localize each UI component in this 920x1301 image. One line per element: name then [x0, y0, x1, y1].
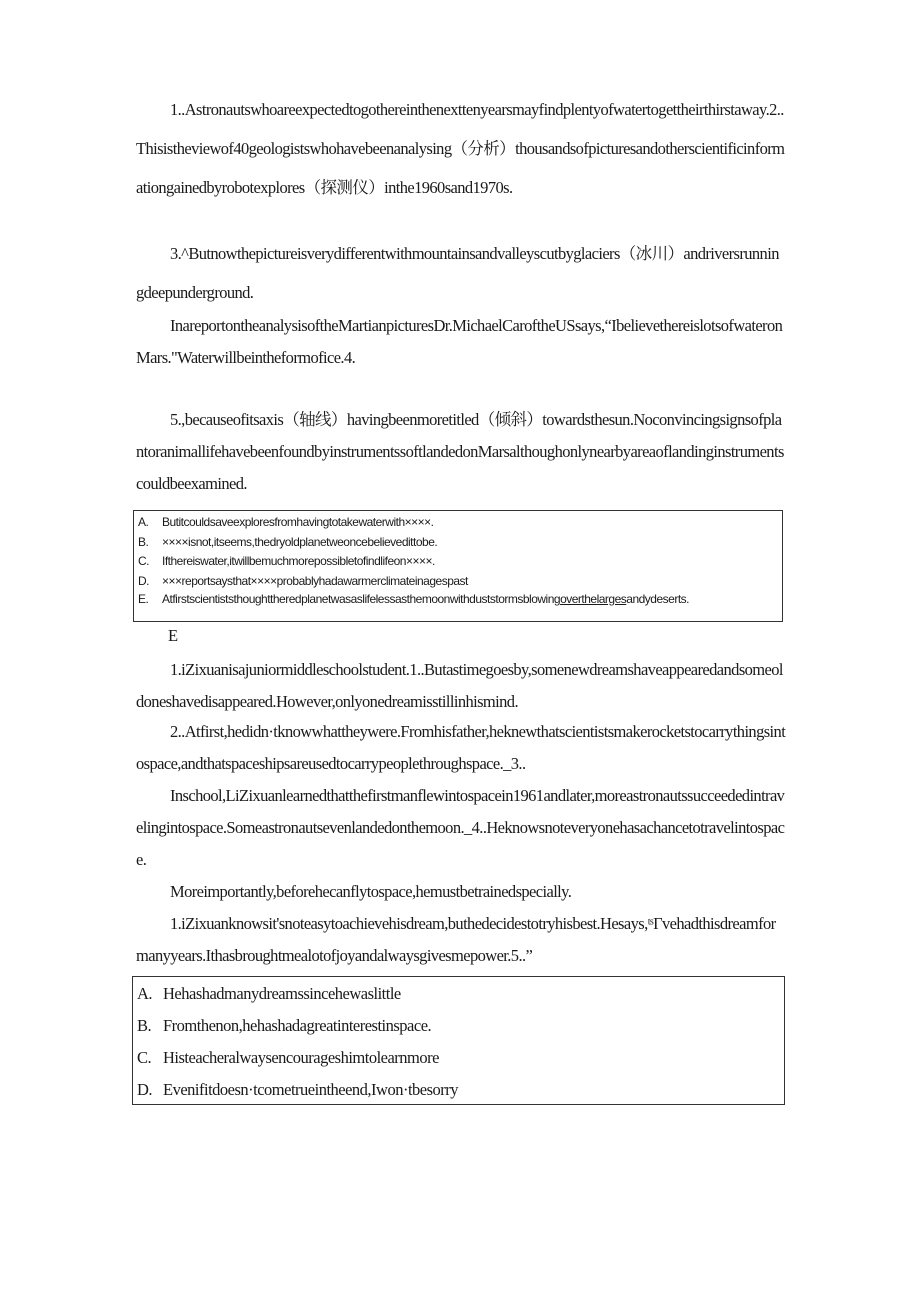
option-label: C.	[138, 554, 149, 568]
option-a	[138, 513, 778, 533]
option-d	[138, 572, 778, 592]
option-label: B.	[138, 534, 149, 549]
option-b	[138, 533, 778, 553]
option-text: Evenifitdoesn·tcometrueintheend,Iwon·tbesorry	[163, 1080, 459, 1099]
passage1-paragraph-1: 1..Astronautswhoareexpectedtogothereinthenexttenyearsmayfindplentyofwatertogettheirthirstaway.2..Thisistheviewof40geologistswhohavebeenanalysing（分析）thousandsofpicturesandotherscientificinformationgainedbyrobotexplores（探测仪）inthe1960sand1970s.	[136, 100, 785, 197]
passage2-paragraph-3: Inschool,LiZixuanlearnedthatthefirstmanflewintospacein1961andlater,moreastronautssucceededintravelingintospace.Someastronautsevenlandedonthemoon._4..Heknowsnoteveryonehasachancetotravelintospace.	[136, 786, 785, 869]
option-label: B.	[137, 1016, 152, 1035]
option-text: ××××isnot,itseems,thedryoldplanetweoncebelievedittobe.	[162, 534, 438, 549]
passage2-paragraph-4: Moreimportantly,beforehecanflytospace,hemustbetrainedspecially.	[170, 882, 572, 901]
section-label: E	[168, 626, 179, 645]
passage1-paragraph-2: 3.^Butnowthepictureisverydifferentwithmountainsandvalleyscutbyglaciers（冰川）andriversrunningdeepunderground.	[136, 244, 779, 302]
option-text: Butitcouldsaveexploresfromhavingtotakewaterwith××××.	[162, 515, 434, 529]
option-label: E.	[138, 592, 149, 606]
passage1-paragraph-4: 5.,becauseofitsaxis（轴线）havingbeenmoretitled（倾斜）towardsthesun.NoconvincingsignsofplantoranimallifehavebeenfoundbyinstrumentssoftlandedonMarsalthoughonlynearbyareaoflandinginstrumentscouldbeexamined.	[136, 410, 784, 493]
options-box-1	[133, 510, 783, 622]
option-text: Histeacheralwaysencourageshimtolearnmore	[163, 1048, 439, 1067]
option-e	[138, 591, 778, 608]
option-c	[138, 552, 778, 572]
passage2-paragraph-5: 1.iZixuanknowsit'snoteasytoachievehisdream,buthedecidestotryhisbest.Hesays,ᵗˢΓvehadthisdreamformanyyears.Ithasbroughtmealotofjoyandalwaysgivesmepower.5..”	[136, 914, 776, 965]
option-text: Hehashadmanydreamssincehewaslittle	[163, 984, 401, 1003]
option-text: ×××reportsaysthat××××probablyhadawarmerclimateinagespast	[162, 573, 468, 588]
option-label: A.	[138, 515, 149, 529]
option-label: D.	[138, 573, 149, 588]
option-text: Fromthenon,hehashadagreatinterestinspace.	[163, 1016, 432, 1035]
option-b	[137, 1010, 784, 1042]
passage1-paragraph-3: InareportontheanalysisoftheMartianpicturesDr.MichaelCaroftheUSsays,“IbelievethereislotsofwateronMars."Waterwillbeintheformofice.4.	[136, 316, 783, 367]
option-text: Ifthereiswater,itwillbemuchmorepossibletofindlifeon××××.	[162, 554, 435, 568]
option-text-tail: andydeserts.	[626, 592, 689, 606]
option-c	[137, 1042, 784, 1074]
options-box-2	[132, 976, 785, 1105]
option-text-underlined: overthelarges	[560, 592, 627, 606]
option-label: D.	[137, 1080, 153, 1099]
passage2-paragraph-1: 1.iZixuanisajuniormiddleschoolstudent.1..Butastimegoesby,somenewdreamshaveappearedandsomeoldoneshavedisappeared.However,onlyonedreamisstillinhismind.	[136, 660, 783, 711]
option-d	[137, 1074, 784, 1106]
option-text: Atfirstscientiststhoughttheredplanetwasaslifelessasthemoonwithduststormsblowing	[162, 592, 561, 606]
option-a	[137, 978, 784, 1010]
option-label: C.	[137, 1048, 152, 1067]
passage2-paragraph-2: 2..Atfirst,hedidn·tknowwhattheywere.Fromhisfather,heknewthatscientistsmakerocketstocarrythingsintospace,andthatspaceshipsareusedtocarrypeoplethroughspace._3..	[136, 722, 786, 773]
option-label: A.	[137, 984, 153, 1003]
